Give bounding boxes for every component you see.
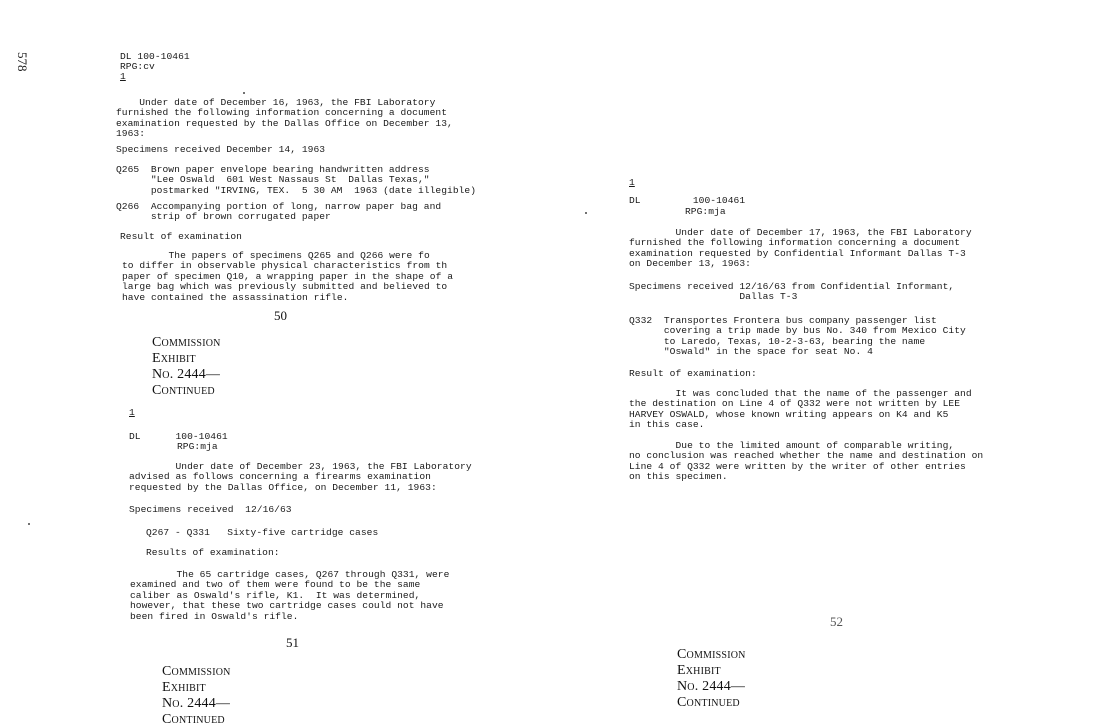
exhibit-caption: Commission Exhibit No. 2444—Continued — [677, 647, 746, 710]
result-heading: Result of examination — [120, 231, 242, 242]
scan-speck — [28, 523, 30, 525]
file-initials: RPG:mja — [177, 441, 218, 452]
page-number: 50 — [274, 308, 287, 323]
scan-speck — [243, 92, 245, 94]
result-paragraph: It was concluded that the name of the passenger and the destination on Line 4 of Q332 were not written by LEE HARVEY OSWALD, whose known writing appears on K4 and K5 in this case. Due to the limited amount of comparable writing, no conclusion was reached whether the name and destination on Line 4 of Q332 were written by the writer of other entries on this specimen. — [629, 388, 984, 483]
result-heading: Result of examination: — [629, 368, 757, 379]
exhibit-caption: Commission Exhibit No. 2444—Continued — [162, 664, 231, 727]
side-page-number: 578 — [15, 52, 30, 72]
file-initials: RPG:mja — [685, 206, 726, 217]
file-number: DL 100-10461 — [629, 195, 746, 206]
page-marker: 1 — [120, 71, 126, 82]
page-number: 51 — [286, 635, 299, 650]
file-number: DL 100-10461 — [120, 51, 190, 62]
specimen-q332: Q332 Transportes Frontera bus company passenger list covering a trip made by bus No. 340 from Mexico City to Laredo, Texas, 10-2-3-63, bearing the name "Oswald" in the space for seat No. 4 — [629, 315, 966, 358]
exhibit-caption: Commission Exhibit No. 2444—Continued — [152, 335, 221, 398]
specimens-received: Specimens received 12/16/63 from Confidential Informant, Dallas T-3 — [629, 281, 955, 303]
intro-paragraph: Under date of December 17, 1963, the FBI Laboratory furnished the following information concerning a document examination requested by Confidential Informant Dallas T-3 on December 13, 1963: — [629, 227, 972, 270]
page-number: 52 — [830, 614, 843, 629]
file-number: DL 100-10461 — [129, 431, 228, 442]
intro-paragraph: Under date of December 23, 1963, the FBI Laboratory advised as follows concerning a firearms examination requested by the Dallas Office, on December 11, 1963: — [129, 461, 472, 493]
intro-paragraph: Under date of December 16, 1963, the FBI Laboratory furnished the following information concerning a document examination requested by the Dallas Office on December 13, 1963: — [116, 97, 453, 140]
specimen-q267-q331: Q267 - Q331 Sixty-five cartridge cases — [146, 527, 379, 538]
specimens-received: Specimens received December 14, 1963 — [116, 144, 326, 155]
results-paragraph: The 65 cartridge cases, Q267 through Q331, were examined and two of them were found to be the same caliber as Oswald's rifle, K1. It was determined, however, that these two cartridge cases could not have been fired in Oswald's rifle. — [130, 569, 450, 622]
result-paragraph: The papers of specimens Q265 and Q266 were fo to differ in observable physical characteristics from th paper of specimen Q10, a wrapping paper in the shape of a large bag which was previously submitted and believed to have contained the assassination rifle. — [122, 250, 454, 303]
specimens-received: Specimens received 12/16/63 — [129, 504, 292, 515]
page-marker: 1 — [129, 407, 135, 418]
scan-speck — [585, 212, 587, 214]
results-heading: Results of examination: — [146, 547, 280, 558]
page-marker: 1 — [629, 177, 635, 188]
specimen-q265: Q265 Brown paper envelope bearing handwritten address "Lee Oswald 601 West Nassaus St Dallas Texas," postmarked "IRVING, TEX. 5 30 AM 1963 (date illegible) — [116, 164, 477, 196]
file-initials: RPG:cv — [120, 61, 155, 72]
specimen-q266: Q266 Accompanying portion of long, narrow paper bag and strip of brown corrugated paper — [116, 201, 442, 223]
